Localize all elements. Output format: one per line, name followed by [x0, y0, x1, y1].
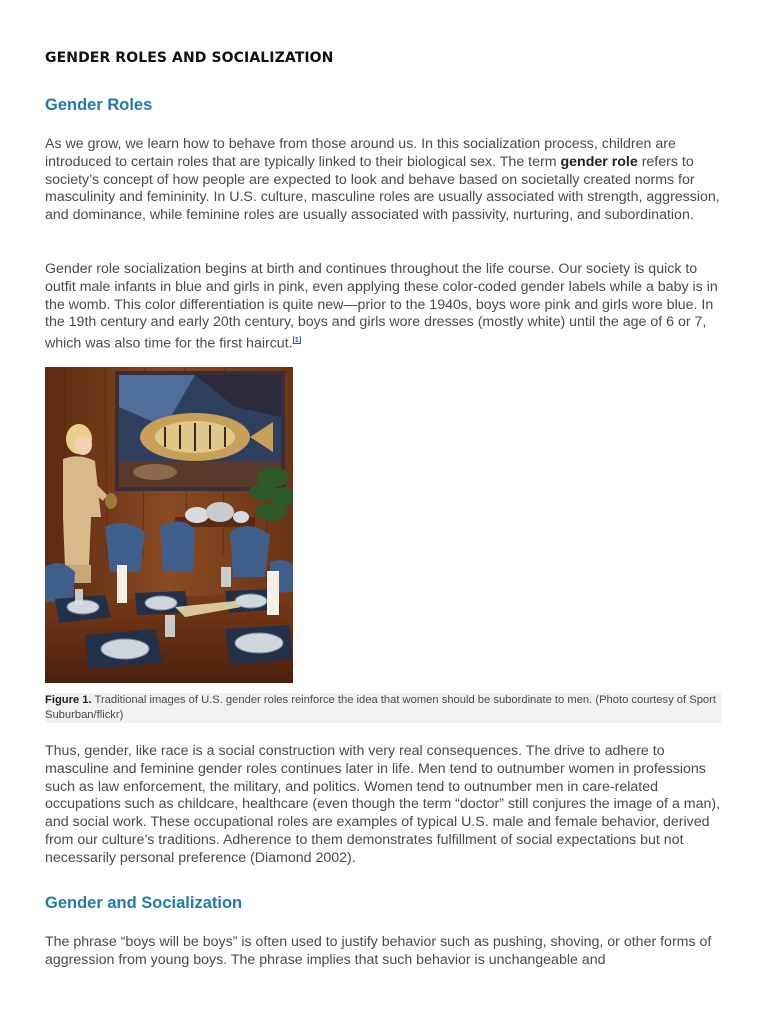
- figure-caption-text: Traditional images of U.S. gender roles reinforce the idea that women should be subordinate to men. (Photo courtesy of Sport Suburban/flickr): [45, 694, 716, 721]
- paragraph-text: As we grow, we learn how to behave from those around us. In this socialization process, children are introduced to certain roles that are typically linked to their biological sex. The term: [45, 136, 676, 170]
- figure-photo-illustration: [45, 367, 293, 683]
- section-heading-gender-and-socialization: Gender and Socialization: [45, 894, 243, 912]
- paragraph-boys-will-be-boys: The phrase “boys will be boys” is often used to justify behavior such as pushing, shoving, or other forms of aggression from young boys. The phrase implies that such behavior is unchangeable and: [45, 934, 712, 968]
- figure-photo: [45, 367, 293, 683]
- paragraph-gender-roles-intro: [45, 136, 725, 225]
- paragraph-text: refers to society’s concept of how people are expected to look and behave based on societally created norms for masculinity and femininity. In U.S. culture, masculine roles are usually associated with strength, aggression, and dominance, while feminine roles are usually associated with passivity, nurturing, and subordination.: [45, 153, 720, 224]
- figure-caption: [45, 693, 721, 723]
- term-gender-role: gender role: [560, 153, 638, 170]
- footnote-link[interactable]: [1]: [292, 337, 302, 345]
- paragraph-text: Gender role socialization begins at birth and continues throughout the life course. Our society is quick to outfit male infants in blue and girls in pink, even applying these color-coded gender labels while a baby is in the womb. This color differentiation is quite new—prior to the 1940s, boys wore pink and girls wore blue. In the 19th century and early 20th century, boys and girls wore dresses (mostly white) until the age of 6 or 7, which was also time for the first haircut.: [45, 261, 718, 352]
- section-heading-gender-roles: Gender Roles: [45, 96, 153, 114]
- figure-label: Figure 1.: [45, 694, 92, 706]
- paragraph-social-construction: Thus, gender, like race is a social construction with very real consequences. The drive to adhere to masculine and feminine gender roles continues later in life. Men tend to outnumber women in professions such as law enforcement, the military, and politics. Women tend to outnumber men in care-related occupations such as childcare, healthcare (even though the term “doctor” still conjures the image of a man), and social work. These occupational roles are examples of typical U.S. male and female behavior, derived from our culture’s traditions. Adherence to them demonstrates fulfillment of social expectations but not necessarily personal preference (Diamond 2002).: [45, 743, 721, 866]
- document-title: GENDER ROLES AND SOCIALIZATION: [45, 50, 334, 66]
- paragraph-gender-socialization-birth: [45, 261, 725, 354]
